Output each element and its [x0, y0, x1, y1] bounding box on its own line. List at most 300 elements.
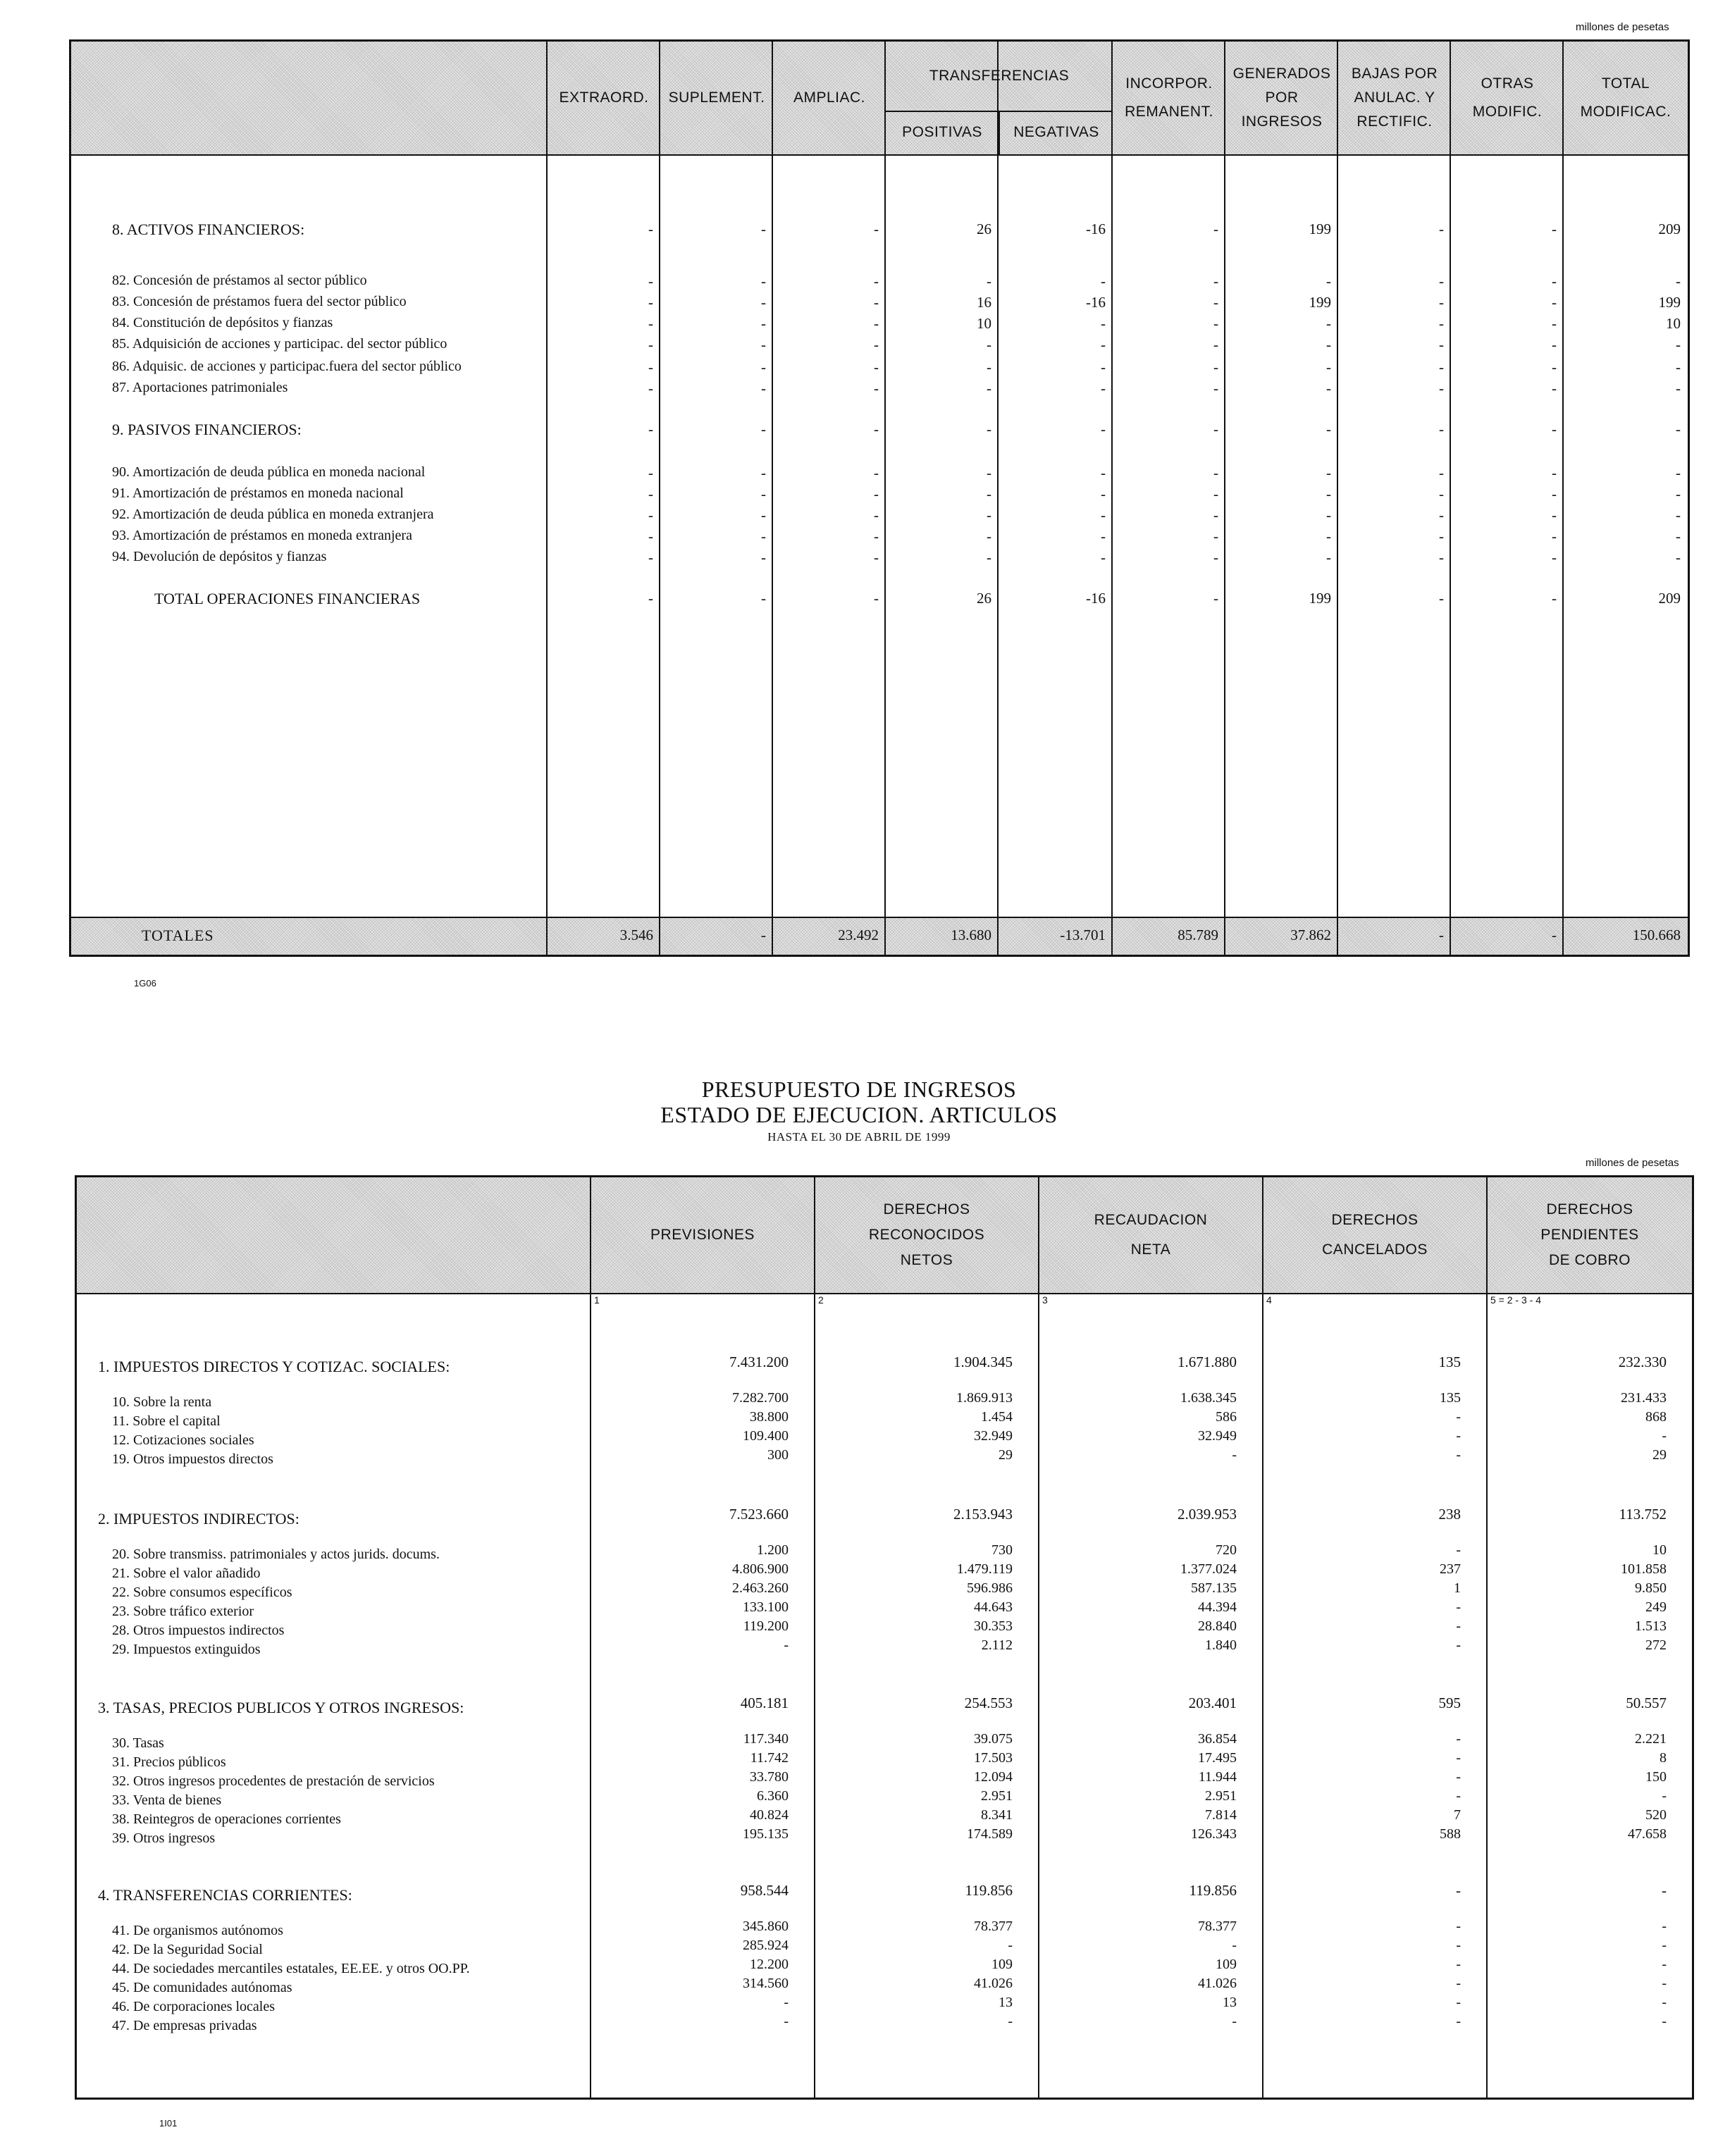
value-cell: 1.454 [981, 1409, 1013, 1425]
value-cell: - [1213, 590, 1218, 607]
value-cell: - [987, 273, 991, 290]
table-row [77, 1788, 1692, 1809]
value-cell: - [1676, 507, 1681, 523]
value-cell: - [1456, 1882, 1461, 1899]
value-cell: - [1439, 485, 1444, 502]
value-cell: - [874, 336, 879, 353]
row-label: 83. Concesión de préstamos fuera del sector público [112, 294, 407, 309]
row-label: 30. Tasas [112, 1735, 164, 1751]
value-cell: - [1456, 1919, 1461, 1934]
row-label: 90. Amortización de deuda pública en moneda nacional [112, 464, 426, 480]
bottom-footnote: 1I01 [159, 2118, 178, 2129]
value-cell: - [761, 336, 766, 353]
value-cell: 47.658 [1628, 1826, 1667, 1842]
value-cell: 32.949 [974, 1428, 1013, 1444]
table-row [77, 1580, 1692, 1601]
value-cell: - [761, 549, 766, 566]
value-cell: - [1439, 528, 1444, 545]
row-label: 32. Otros ingresos procedentes de prestación de servicios [112, 1773, 435, 1789]
value-cell: - [648, 315, 653, 332]
row-label: 33. Venta de bienes [112, 1792, 222, 1808]
value-cell: 119.200 [743, 1618, 789, 1634]
header-total: TOTAL MODIFICAC. [1580, 75, 1671, 120]
value-cell: - [1552, 485, 1557, 502]
header-generados: GENERADOS POR INGRESOS [1232, 65, 1331, 130]
value-cell: 405.181 [740, 1695, 789, 1711]
header-pendientes: DERECHOS PENDIENTES DE COBRO [1540, 1201, 1639, 1269]
group-label: 3. TASAS, PRECIOS PUBLICOS Y OTROS INGRESOS: [98, 1699, 464, 1716]
top-units-label: millones de pesetas [1576, 21, 1669, 33]
value-cell: - [874, 507, 879, 523]
header-positivas: POSITIVAS [902, 123, 982, 140]
value-cell: 254.553 [964, 1695, 1013, 1711]
value-cell: 36.854 [1198, 1731, 1237, 1747]
table-row [71, 464, 1688, 485]
value-cell: 30.353 [974, 1618, 1013, 1634]
value-cell: - [1326, 528, 1331, 545]
value-cell: 7.282.700 [732, 1390, 789, 1406]
table-row [71, 590, 1688, 611]
value-cell: 8 [1660, 1750, 1667, 1766]
value-cell: - [1101, 273, 1106, 290]
value-cell: - [1439, 359, 1444, 376]
row-label: 31. Precios públicos [112, 1754, 226, 1770]
value-cell: - [784, 2014, 789, 2029]
value-cell: 41.026 [1198, 1976, 1237, 1991]
row-label: 45. De comunidades autónomas [112, 1980, 292, 1995]
value-cell: 1.671.880 [1178, 1353, 1237, 1370]
value-cell: - [1456, 2014, 1461, 2029]
table-row [77, 1542, 1692, 1563]
value-cell: 586 [1216, 1409, 1237, 1425]
value-cell: - [1552, 294, 1557, 311]
totals-label: TOTALES [142, 927, 214, 944]
value-cell: - [648, 528, 653, 545]
header-extraord: EXTRAORD. [559, 89, 649, 106]
value-cell: 28.840 [1198, 1618, 1237, 1634]
value-cell: - [1101, 549, 1106, 566]
report-title-1: PRESUPUESTO DE INGRESOS [701, 1077, 1017, 1102]
value-cell: - [648, 549, 653, 566]
row-label: 44. De sociedades mercantiles estatales, EE.EE. y otros OO.PP. [112, 1961, 470, 1976]
table-row [71, 421, 1688, 442]
row-label: 85. Adquisición de acciones y participac. del sector público [112, 336, 447, 352]
value-cell: 40.824 [750, 1807, 789, 1823]
value-cell: - [1326, 507, 1331, 523]
table-row [71, 507, 1688, 528]
value-cell: - [1213, 421, 1218, 438]
value-cell: - [1213, 336, 1218, 353]
value-cell: - [1552, 380, 1557, 397]
value-cell: - [1232, 1447, 1237, 1463]
group-row [77, 1353, 1692, 1375]
table-row [71, 315, 1688, 336]
report-subtitle: HASTA EL 30 DE ABRIL DE 1999 [767, 1130, 951, 1144]
value-cell: 1.479.119 [956, 1561, 1013, 1577]
value-cell: 345.860 [743, 1919, 789, 1934]
row-label: 46. De corporaciones locales [112, 1999, 276, 2014]
value-cell: - [784, 1637, 789, 1653]
table-row [77, 1637, 1692, 1659]
group-label: 1. IMPUESTOS DIRECTOS Y COTIZAC. SOCIALES: [98, 1358, 450, 1375]
value-cell: 199 [1658, 294, 1681, 311]
value-cell: - [1552, 507, 1557, 523]
value-cell: - [1008, 1938, 1013, 1953]
value-cell: 2.039.953 [1178, 1506, 1237, 1523]
total-cell: 13.680 [951, 927, 991, 943]
value-cell: - [1326, 421, 1331, 438]
table-row [77, 1731, 1692, 1752]
report-title-2: ESTADO DE EJECUCION. ARTICULOS [660, 1102, 1058, 1127]
value-cell: - [648, 294, 653, 311]
modifications-table [69, 39, 1690, 957]
header-bajas: BAJAS POR ANULAC. Y RECTIFIC. [1351, 65, 1438, 130]
table-row [71, 336, 1688, 357]
value-cell: - [1456, 1938, 1461, 1953]
value-cell: 2.112 [981, 1637, 1013, 1653]
value-cell: - [1456, 1750, 1461, 1766]
value-cell: - [874, 359, 879, 376]
value-cell: - [1101, 464, 1106, 481]
value-cell: 7.523.660 [729, 1506, 789, 1523]
value-cell: - [1439, 294, 1444, 311]
row-label: 12. Cotizaciones sociales [112, 1432, 254, 1448]
value-cell: 29 [999, 1447, 1013, 1463]
value-cell: - [1213, 485, 1218, 502]
value-cell: 2.153.943 [953, 1506, 1013, 1523]
table-row [77, 1447, 1692, 1468]
value-cell: - [1456, 1428, 1461, 1444]
value-cell: - [1213, 273, 1218, 290]
value-cell: 12.094 [974, 1769, 1013, 1785]
value-cell: 8.341 [981, 1807, 1013, 1823]
value-cell: 596.986 [967, 1580, 1013, 1596]
row-label: 84. Constitución de depósitos y fianzas [112, 315, 333, 330]
value-cell: 119.856 [1189, 1882, 1237, 1899]
value-cell: 119.856 [965, 1882, 1013, 1899]
value-cell: - [1439, 421, 1444, 438]
header-suplement: SUPLEMENT. [668, 89, 765, 106]
value-cell: - [648, 221, 653, 237]
table-row [77, 1769, 1692, 1790]
value-cell: - [648, 507, 653, 523]
value-cell: - [1232, 1938, 1237, 1953]
value-cell: 520 [1645, 1807, 1667, 1823]
value-cell: - [1213, 549, 1218, 566]
value-cell: - [1552, 359, 1557, 376]
value-cell: 1.840 [1205, 1637, 1237, 1653]
table-row [77, 1390, 1692, 1411]
value-cell: - [1101, 315, 1106, 332]
value-cell: - [1439, 549, 1444, 566]
value-cell: -16 [1086, 590, 1106, 607]
value-cell: 39.075 [974, 1731, 1013, 1747]
value-cell: - [1101, 528, 1106, 545]
table-row [77, 1938, 1692, 1959]
value-cell: - [1552, 464, 1557, 481]
value-cell: 78.377 [974, 1919, 1013, 1934]
top-footnote: 1G06 [134, 978, 156, 989]
value-cell: 7 [1454, 1807, 1461, 1823]
table-row [77, 1599, 1692, 1621]
header-transferencias: TRANSFERENCIAS [929, 67, 1070, 84]
value-cell: - [761, 221, 766, 237]
group-label: 4. TRANSFERENCIAS CORRIENTES: [98, 1886, 352, 1904]
value-cell: - [874, 315, 879, 332]
value-cell: 587.135 [1191, 1580, 1237, 1596]
value-cell: - [1676, 528, 1681, 545]
value-cell: 26 [977, 590, 991, 607]
value-cell: 4.806.900 [732, 1561, 789, 1577]
row-label: 86. Adquisic. de acciones y participac.fuera del sector público [112, 359, 462, 374]
value-cell: 135 [1438, 1353, 1461, 1370]
row-label: 42. De la Seguridad Social [112, 1942, 263, 1957]
value-cell: 29 [1652, 1447, 1667, 1463]
value-cell: - [1213, 221, 1218, 237]
row-label: 19. Otros impuestos directos [112, 1451, 273, 1467]
value-cell: - [1439, 507, 1444, 523]
row-label: 92. Amortización de deuda pública en moneda extranjera [112, 507, 434, 522]
value-cell: 300 [767, 1447, 789, 1463]
value-cell: - [1676, 421, 1681, 438]
row-label: 41. De organismos autónomos [112, 1923, 283, 1938]
value-cell: - [987, 421, 991, 438]
value-cell: - [648, 464, 653, 481]
value-cell: 2.951 [1205, 1788, 1237, 1804]
value-cell: 7.431.200 [729, 1353, 789, 1370]
value-cell: 588 [1440, 1826, 1461, 1842]
row-label: 9. PASIVOS FINANCIEROS: [112, 421, 302, 438]
value-cell: - [1213, 294, 1218, 311]
value-cell: 199 [1309, 221, 1331, 237]
table-row [77, 1976, 1692, 1997]
table-row [71, 485, 1688, 507]
value-cell: 958.544 [740, 1882, 789, 1899]
row-label: 93. Amortización de préstamos en moneda extranjera [112, 528, 412, 543]
income-budget-table [75, 1175, 1694, 2100]
value-cell: - [761, 380, 766, 397]
value-cell: 113.752 [1619, 1506, 1667, 1523]
value-cell: 32.949 [1198, 1428, 1237, 1444]
value-cell: - [784, 1995, 789, 2010]
table-row [71, 273, 1688, 294]
row-label: TOTAL OPERACIONES FINANCIERAS [154, 590, 421, 607]
table-row [71, 380, 1688, 401]
value-cell: 13 [999, 1995, 1013, 2010]
value-cell: 1.513 [1635, 1618, 1667, 1634]
value-cell: 195.135 [743, 1826, 789, 1842]
row-label: 10. Sobre la renta [112, 1394, 212, 1410]
value-cell: 2.463.260 [732, 1580, 789, 1596]
value-cell: - [1456, 1788, 1461, 1804]
row-label: 8. ACTIVOS FINANCIEROS: [112, 221, 305, 238]
value-cell: - [1232, 2014, 1237, 2029]
value-cell: 44.643 [974, 1599, 1013, 1615]
top-totals-row [71, 927, 1688, 948]
value-cell: 237 [1440, 1561, 1461, 1577]
value-cell: - [874, 590, 879, 607]
value-cell: 10 [1666, 315, 1681, 332]
value-cell: - [1326, 464, 1331, 481]
value-cell: - [874, 528, 879, 545]
table-row [77, 1995, 1692, 2016]
value-cell: - [1662, 1976, 1667, 1991]
value-cell: 209 [1658, 221, 1681, 237]
value-cell: - [1326, 359, 1331, 376]
table-row [71, 221, 1688, 242]
value-cell: - [1439, 336, 1444, 353]
value-cell: - [1439, 590, 1444, 607]
total-cell: - [1552, 927, 1557, 943]
value-cell: 10 [977, 315, 991, 332]
value-cell: - [648, 590, 653, 607]
value-cell: - [1213, 528, 1218, 545]
value-cell: - [648, 336, 653, 353]
value-cell: 41.026 [974, 1976, 1013, 1991]
value-cell: 231.433 [1621, 1390, 1667, 1406]
bottom-units-label: millones de pesetas [1586, 1157, 1679, 1169]
value-cell: 109.400 [743, 1428, 789, 1444]
value-cell: 17.503 [974, 1750, 1013, 1766]
value-cell: - [1456, 1957, 1461, 1972]
total-cell: 23.492 [838, 927, 879, 943]
value-cell: - [1676, 549, 1681, 566]
table-row [77, 1618, 1692, 1640]
value-cell: - [1676, 273, 1681, 290]
header-recaudacion: RECAUDACION NETA [1094, 1211, 1208, 1258]
value-cell: - [1213, 359, 1218, 376]
value-cell: 133.100 [743, 1599, 789, 1615]
group-label: 2. IMPUESTOS INDIRECTOS: [98, 1510, 299, 1528]
value-cell: - [1456, 1599, 1461, 1615]
value-cell: 238 [1438, 1506, 1461, 1523]
value-cell: - [874, 221, 879, 237]
value-cell: - [1662, 1919, 1667, 1934]
value-cell: - [1213, 507, 1218, 523]
value-cell: - [1456, 1769, 1461, 1785]
value-cell: - [987, 464, 991, 481]
value-cell: - [987, 336, 991, 353]
value-cell: - [761, 359, 766, 376]
value-cell: - [987, 380, 991, 397]
value-cell: - [1676, 485, 1681, 502]
value-cell: - [1552, 221, 1557, 237]
value-cell: - [1101, 421, 1106, 438]
value-cell: - [648, 421, 653, 438]
header-incorpor: INCORPOR. REMANENT. [1125, 75, 1213, 120]
value-cell: 109 [991, 1957, 1013, 1972]
row-label: 82. Concesión de préstamos al sector público [112, 273, 367, 288]
table-row [77, 1428, 1692, 1449]
value-cell: - [987, 528, 991, 545]
total-cell: 37.862 [1290, 927, 1331, 943]
value-cell: 209 [1658, 590, 1681, 607]
value-cell: - [987, 549, 991, 566]
value-cell: - [874, 380, 879, 397]
total-cell: - [761, 927, 766, 943]
value-cell: 232.330 [1618, 1353, 1667, 1370]
value-cell: 203.401 [1188, 1695, 1237, 1711]
value-cell: - [1326, 485, 1331, 502]
table-row [71, 294, 1688, 315]
value-cell: - [1552, 590, 1557, 607]
total-cell: 85.789 [1178, 927, 1218, 943]
header-previsiones: PREVISIONES [650, 1226, 755, 1243]
value-cell: - [761, 485, 766, 502]
value-cell: 2.951 [981, 1788, 1013, 1804]
value-cell: 135 [1440, 1390, 1461, 1406]
header-otras: OTRAS MODIFIC. [1472, 75, 1543, 120]
value-cell: 6.360 [757, 1788, 789, 1804]
value-cell: - [648, 485, 653, 502]
column-number: 3 [1042, 1294, 1048, 1306]
value-cell: - [761, 528, 766, 545]
value-cell: - [1456, 1447, 1461, 1463]
table-row [71, 359, 1688, 380]
value-cell: 16 [977, 294, 991, 311]
row-label: 20. Sobre transmiss. patrimoniales y actos jurids. docums. [112, 1547, 440, 1562]
value-cell: - [648, 380, 653, 397]
value-cell: - [1552, 421, 1557, 438]
value-cell: 1.377.024 [1180, 1561, 1237, 1577]
value-cell: 1 [1454, 1580, 1461, 1596]
value-cell: 10 [1652, 1542, 1667, 1558]
value-cell: - [1552, 315, 1557, 332]
value-cell: 1.200 [757, 1542, 789, 1558]
value-cell: - [874, 485, 879, 502]
value-cell: - [1662, 1428, 1667, 1444]
value-cell: 17.495 [1198, 1750, 1237, 1766]
value-cell: - [1456, 1995, 1461, 2010]
value-cell: - [1101, 336, 1106, 353]
value-cell: 1.869.913 [956, 1390, 1013, 1406]
value-cell: 26 [977, 221, 991, 237]
group-row [77, 1695, 1692, 1716]
value-cell: 38.800 [750, 1409, 789, 1425]
value-cell: 7.814 [1205, 1807, 1237, 1823]
value-cell: - [1676, 359, 1681, 376]
value-cell: 1.638.345 [1180, 1390, 1237, 1406]
value-cell: - [1662, 1995, 1667, 2010]
row-label: 91. Amortización de préstamos en moneda nacional [112, 485, 404, 501]
value-cell: 78.377 [1198, 1919, 1237, 1934]
table-row [77, 1919, 1692, 1940]
row-label: 28. Otros impuestos indirectos [112, 1623, 285, 1638]
value-cell: - [1101, 359, 1106, 376]
group-row [77, 1506, 1692, 1527]
value-cell: - [1213, 315, 1218, 332]
value-cell: - [987, 507, 991, 523]
value-cell: - [1552, 549, 1557, 566]
total-cell: 150.668 [1632, 927, 1681, 943]
value-cell: - [1326, 380, 1331, 397]
table-row [77, 1409, 1692, 1430]
value-cell: - [1439, 273, 1444, 290]
value-cell: 150 [1645, 1769, 1667, 1785]
value-cell: - [1456, 1542, 1461, 1558]
row-label: 23. Sobre tráfico exterior [112, 1604, 254, 1619]
value-cell: 117.340 [743, 1731, 789, 1747]
value-cell: - [648, 273, 653, 290]
table-row [77, 1826, 1692, 1847]
row-label: 21. Sobre el valor añadido [112, 1566, 261, 1581]
value-cell: - [1439, 380, 1444, 397]
value-cell: - [1552, 528, 1557, 545]
value-cell: 44.394 [1198, 1599, 1237, 1615]
value-cell: - [987, 359, 991, 376]
header-derechos-reconocidos: DERECHOS RECONOCIDOS NETOS [868, 1201, 985, 1269]
value-cell: - [1662, 1938, 1667, 1953]
